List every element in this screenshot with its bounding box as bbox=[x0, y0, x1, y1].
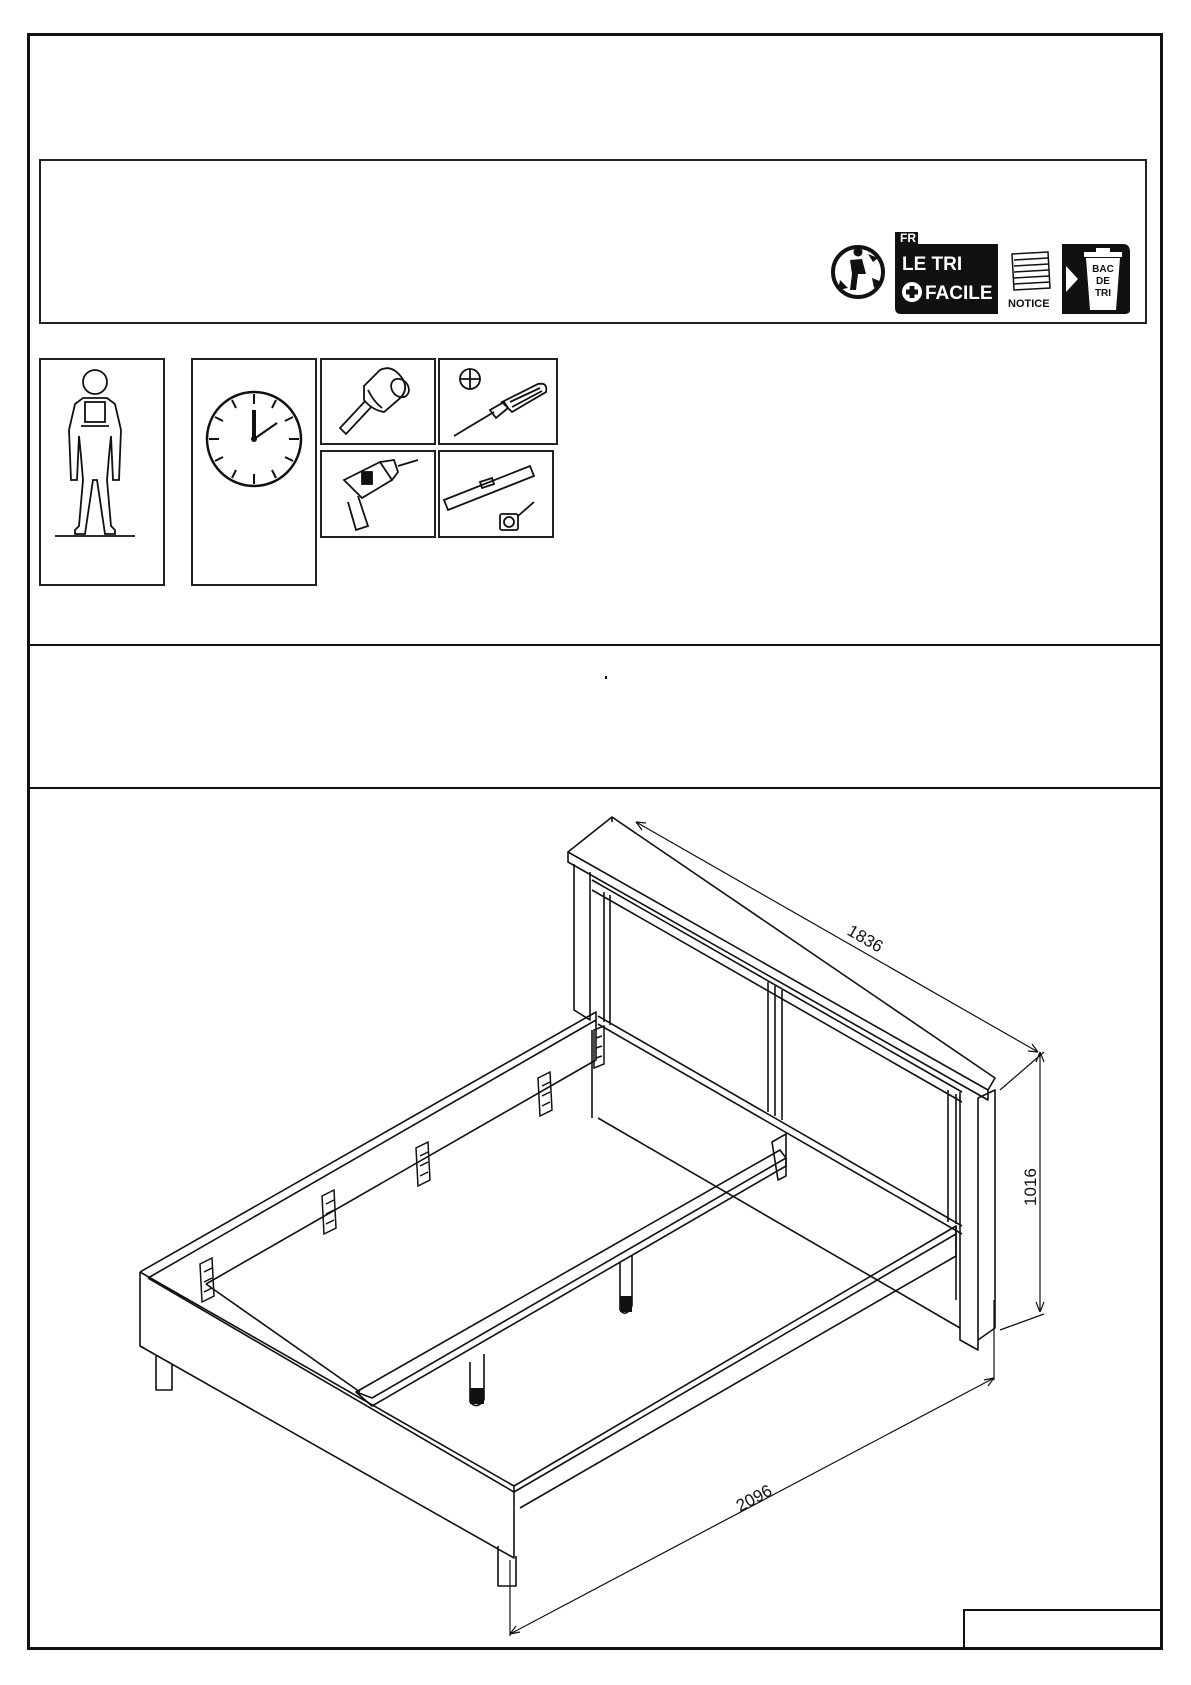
hammer-icon bbox=[322, 360, 434, 443]
bin-label-3: TRI bbox=[1094, 288, 1112, 299]
hammer-tool-box bbox=[320, 358, 436, 445]
clock-icon bbox=[193, 360, 315, 584]
center-beam bbox=[356, 1150, 786, 1398]
le-tri-label: LE TRI bbox=[902, 254, 963, 275]
section-divider-top bbox=[27, 644, 1163, 646]
height-dimension-label: 1016 bbox=[1021, 1168, 1040, 1206]
front-left-leg bbox=[156, 1356, 172, 1390]
bed-assembly-drawing bbox=[0, 790, 1191, 1650]
bin-label-1: BAC bbox=[1092, 264, 1114, 275]
electric-drill-icon bbox=[322, 452, 434, 536]
assembly-persons-box bbox=[39, 358, 165, 586]
triman-icon bbox=[833, 247, 883, 297]
drill-tool-box bbox=[320, 450, 436, 538]
bin-label-2: DE bbox=[1096, 276, 1110, 287]
triman-recycling-logo bbox=[828, 228, 1133, 316]
notice-label: NOTICE bbox=[1008, 298, 1050, 310]
assembly-time-box bbox=[191, 358, 317, 586]
phillips-screwdriver-icon bbox=[440, 360, 556, 443]
rail-brackets bbox=[200, 1026, 604, 1302]
level-tool-box bbox=[438, 450, 554, 538]
spirit-level-and-tape-measure-icon bbox=[440, 452, 552, 536]
country-code-label: FR bbox=[900, 231, 916, 245]
person-overall-icon bbox=[41, 360, 163, 584]
headboard-right-post bbox=[960, 1092, 978, 1350]
small-mark bbox=[605, 676, 607, 679]
length-dimension-label: 2096 bbox=[732, 1480, 776, 1516]
screwdriver-tool-box bbox=[438, 358, 558, 445]
dimension-line-width bbox=[636, 822, 1038, 1052]
foot-board bbox=[140, 1272, 514, 1558]
section-divider-bottom bbox=[27, 787, 1163, 789]
width-dimension-label: 1836 bbox=[844, 921, 887, 957]
facile-label: FACILE bbox=[925, 283, 993, 304]
